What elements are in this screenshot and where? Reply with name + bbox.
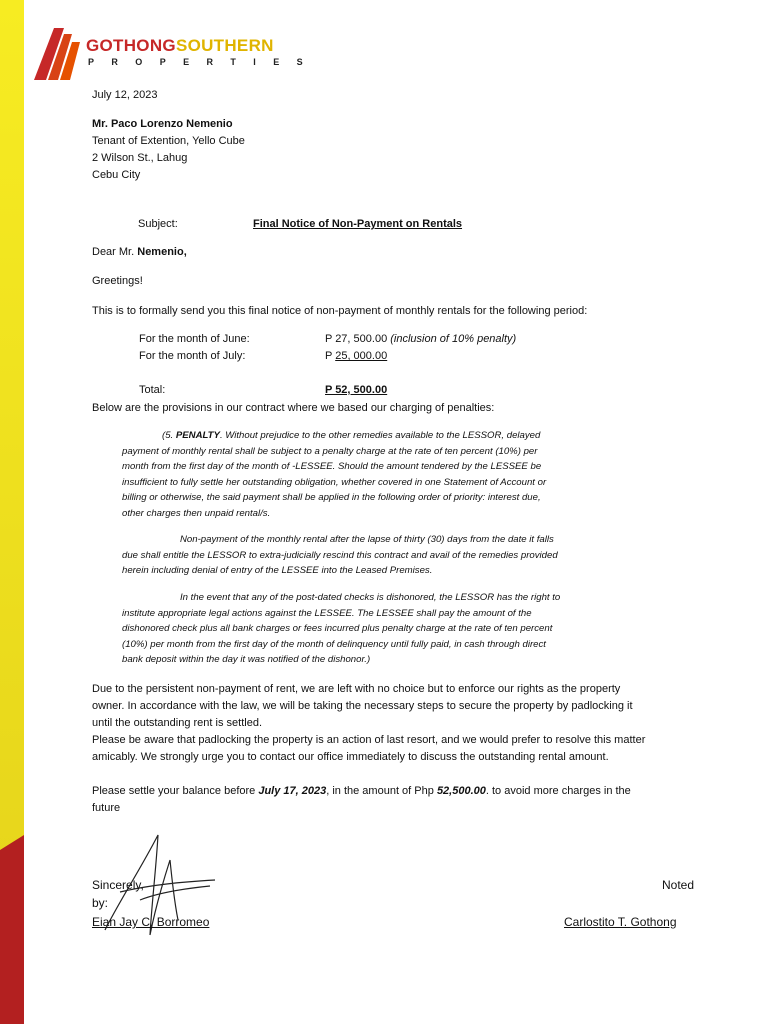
provision-penalty: (5. PENALTY. Without prejudice to the other remedies available to the LESSOR, delayed payment of monthly rental shall be subject to a penalty charge at the rate of ten percent (10%) per month from the first day of the month of -LESSEE. Should the amount tendered by the LESSEE be insufficient to fully settle her outstanding obligation, whether covered in one Statement of Account or billing or otherwise, the said payment shall be applied in the following order of priority: interest due, other charges then unpaid rental/s.	[122, 430, 547, 519]
logo-subtitle: PROPERTIES	[88, 57, 321, 67]
signer-name: Eian Jay C. Borromeo	[92, 915, 210, 929]
charge-july-amount: P 25, 000.00	[325, 350, 388, 362]
side-color-bar	[0, 0, 24, 1024]
company-logo	[34, 26, 324, 82]
salutation: Dear Mr. Nemenio,	[92, 246, 187, 258]
logo-wordmark: GOTHONGSOUTHERN	[86, 36, 274, 55]
charge-june-label: For the month of June:	[139, 333, 250, 345]
recipient-name: Mr. Paco Lorenzo Nemenio	[92, 118, 233, 130]
total-label: Total:	[139, 384, 166, 396]
closing-sincerely: Sincerely,	[92, 878, 144, 892]
recipient-line2: 2 Wilson St., Lahug	[92, 152, 188, 164]
recipient-line3: Cebu City	[92, 169, 141, 181]
intro-paragraph: This is to formally send you this final notice of non-payment of monthly rentals for the following period:	[92, 305, 588, 317]
subject-label: Subject:	[138, 218, 178, 230]
provisions-intro: Below are the provisions in our contract where we based our charging of penalties:	[92, 402, 495, 414]
total-amount: P 52, 500.00	[325, 384, 388, 396]
greeting: Greetings!	[92, 275, 143, 287]
charge-june-amount: P 27, 500.00 (inclusion of 10% penalty)	[325, 333, 517, 345]
closing-noted: Noted	[662, 878, 695, 892]
body-paragraph: Due to the persistent non-payment of rent, we are left with no choice but to enforce our rights as the property owner. In accordance with the law, we will be taking the necessary steps to secure the property by padlocking it until the outstanding rent is settled. Please be aware that padlocking the property is an action of last resort, and we would prefer to resolve this matter amicably. We strongly urge you to contact our office immediately to discuss the outstanding rental amount.	[92, 683, 646, 763]
subject-text: Final Notice of Non-Payment on Rentals	[253, 218, 463, 230]
noted-by-name: Carlostito T. Gothong	[564, 915, 677, 929]
charge-july-label: For the month of July:	[139, 350, 246, 362]
provision-rescind: Non-payment of the monthly rental after the lapse of thirty (30) days from the date it falls due shall entitle the LESSOR to extra-judicially rescind this contract and avail of the remedies provided herein including denial of entry of the LESSEE into the Leased Premises.	[122, 534, 558, 576]
settle-paragraph: Please settle your balance before July 17, 2023, in the amount of Php 52,500.00. to avoid more charges in the future	[92, 785, 631, 814]
closing-by: by:	[92, 896, 109, 910]
provision-dishonored-checks: In the event that any of the post-dated checks is dishonored, the LESSOR has the right to institute appropriate legal actions against the LESSEE. The LESSEE shall pay the amount of the dishonored check plus all bank charges or fees incurred plus penalty charge at the rate of ten percent (10%) per month from the first day of the month of delinquency until fully paid, in cash through direct bank deposit within the day it was notified of the dishonor.)	[122, 592, 561, 665]
recipient-line1: Tenant of Extention, Yello Cube	[92, 135, 245, 147]
logo-mark-icon	[34, 28, 84, 80]
letter-date: July 12, 2023	[92, 89, 158, 101]
